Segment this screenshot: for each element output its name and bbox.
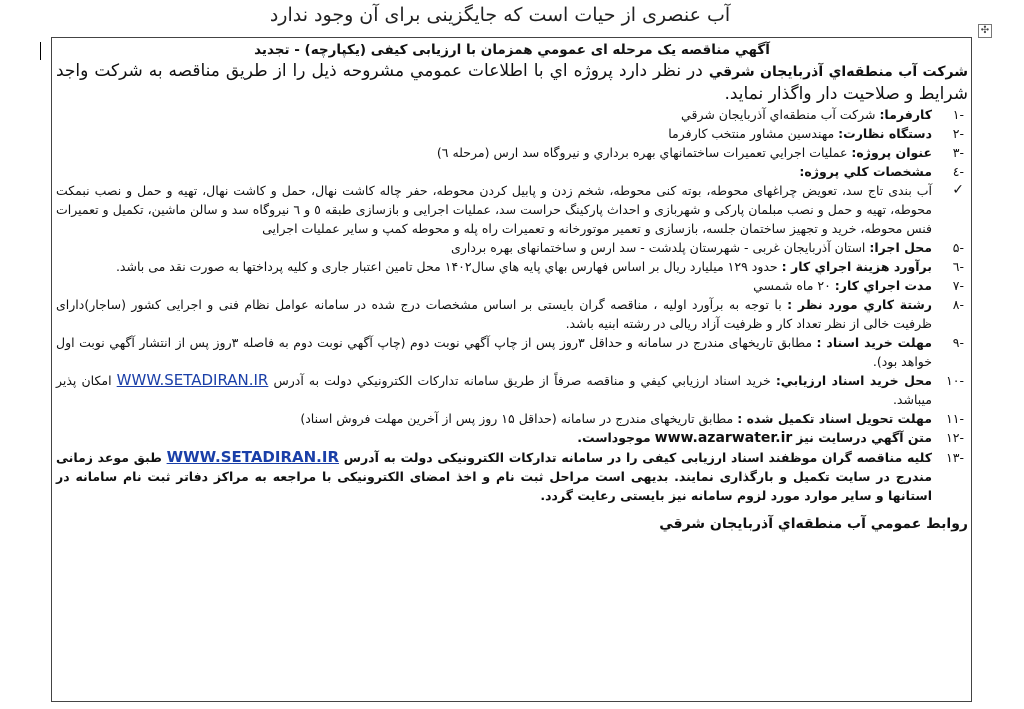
notice-intro bbox=[56, 60, 968, 105]
item-label: برآورد هزينة اجراي کار : bbox=[781, 259, 932, 274]
list-item bbox=[56, 124, 968, 143]
notice-content bbox=[56, 40, 968, 534]
notice-title: آگهي مناقصه يک مرحله ای عمومي همزمان با ارزيابی کيفی (يکپارچه) - تجديد bbox=[254, 42, 770, 58]
list-item bbox=[56, 295, 968, 333]
item-label: مهلت تحويل اسناد تکميل شده : bbox=[737, 411, 932, 426]
item-text: استان آذربايجان غربی - شهرستان پلدشت - سد ارس و ساختمانهای بهره برداری bbox=[451, 240, 866, 255]
item-label: مدت اجراي کار: bbox=[834, 278, 932, 293]
list-item bbox=[56, 409, 968, 428]
list-item bbox=[56, 428, 968, 448]
item-label: محل اجرا: bbox=[869, 240, 932, 255]
item-label: دستگاه نظارت: bbox=[838, 126, 932, 141]
item-number: -۷ bbox=[952, 278, 964, 293]
scope-item bbox=[56, 181, 968, 238]
item-label: مشخصات کلي پروژه: bbox=[799, 164, 932, 179]
list-item bbox=[56, 333, 968, 371]
item-number: -۱ bbox=[952, 107, 964, 122]
setad-link-2[interactable]: WWW.SETADIRAN.IR bbox=[166, 448, 340, 466]
item-number: -۱۰ bbox=[946, 373, 964, 388]
item-number: -۱۱ bbox=[946, 411, 964, 426]
text-cursor bbox=[40, 42, 41, 60]
item-text: کليه مناقصه گران موظفند اسناد ارزيابی کيفی را در سامانه تدارکات الکترونيکی دولت به آدرس bbox=[343, 450, 933, 465]
item-text: شرکت آب منطقه‌اي آذربايجان شرقي bbox=[681, 107, 876, 122]
item-label: محل خريد اسناد ارزيابي: bbox=[775, 373, 933, 388]
list-item bbox=[56, 276, 968, 295]
item-text: ۲۰ ماه شمسي bbox=[753, 278, 831, 293]
header-slogan: آب عنصری از حیات است که جایگزینی برای آن وجود ندارد bbox=[269, 4, 731, 26]
item-label: کارفرما: bbox=[879, 107, 932, 122]
item-label: عنوان پروژه: bbox=[851, 145, 932, 160]
item-label: متن آگهي درسايت نيز bbox=[796, 430, 932, 445]
item-number: -٤ bbox=[952, 164, 964, 179]
scope-text: آب بندی تاج سد، تعويض چراغهای محوطه، بوته کنی محوطه، شخم زدن و پابيل کردن محوطه، حفر چاله کاشت نهال، حمل و کاشت نهال، تهيه و حمل و نصب نبمکت محوطه، تهيه و حمل و نصب مبلمان پارکی و شهربازی و احداث پارکينگ حراست سد، عمليات اجرايی و بازسازی طبقه ٥ و ٦ نيروگاه سد و سالن ماشين، تکميل و تعميرات فنس محوطه، خريد و تجهيز ساختمان جلسه، بازسازی و تعمير موتورخانه و تعميرات راه پله و محوطه کمپ و ساير عمليات اجرايی bbox=[56, 183, 932, 236]
list-item bbox=[56, 371, 968, 409]
list-item bbox=[56, 105, 968, 124]
item-number: -۹ bbox=[952, 335, 964, 350]
setad-link[interactable]: WWW.SETADIRAN.IR bbox=[116, 371, 269, 389]
item-number: -۳ bbox=[952, 145, 964, 160]
list-item bbox=[56, 143, 968, 162]
item13-rest: طبق موعد زمانی مندرج در سايت تکميل و بارگذاری نمايند. بديهی است مراحل ثبت نام و اخذ امضای الکترونيکی با مراجعه به مراکز دفاتر ثبت نام سامانه در استانها و ساير موارد مورد لزوم سامانه نيز بايستی رعايت گردد. bbox=[56, 450, 932, 503]
intro-text: در نظر دارد پروژه اي با اطلاعات عمومي مشروحه ذيل را از طريق مناقصه به شرکت واجد شرايط و صلاحيت دار واگذار نمايد. bbox=[56, 61, 968, 104]
item-number: -۲ bbox=[952, 126, 964, 141]
item-number: -۸ bbox=[952, 297, 964, 312]
setad-suffix: امکان پذير ميباشد. bbox=[56, 373, 932, 407]
checkmark-icon: ✓ bbox=[952, 182, 964, 198]
footer-signature: روابط عمومي آب منطقه‌اي آذربايجان شرقي bbox=[659, 516, 968, 532]
item-text: حدود ۱۲۹ ميليارد ريال بر اساس فهارس بهاي پايه هاي سال۱۴۰۲ محل تامين اعتبار جاری و کليه پرداختها به صورت نقد می باشد. bbox=[115, 259, 778, 274]
item-label: رشتة کاري مورد نظر : bbox=[787, 297, 932, 312]
list-item bbox=[56, 257, 968, 276]
item-label: مهلت خريد اسناد : bbox=[816, 335, 932, 350]
list-item bbox=[56, 448, 968, 505]
item-text: خريد اسناد ارزيابي کيفي و مناقصه صرفاً از طريق سامانه تدارکات الکترونيکي دولت به آدرس bbox=[273, 373, 771, 388]
intro-company: شرکت آب منطقه‌اي آذربايجان شرقي bbox=[708, 64, 968, 80]
table-move-handle-icon[interactable]: ✣ bbox=[978, 24, 992, 38]
item-text: با توجه به برآورد اوليه ، مناقصه گران بايستی بر اساس مشخصات درج شده در سامانه عوامل نظام فنی و اجرايی کشور (ساجار)دارای ظرفيت خالی از نظر تعداد کار و ظرفيت آزاد ريالی در رشته ابنيه باشد. bbox=[56, 297, 932, 331]
item-text: موجوداست. bbox=[577, 430, 651, 445]
item-text: مطابق تاريخهای مندرج در سامانه (حداقل ۱۵ روز پس از آخرين مهلت فروش اسناد) bbox=[300, 411, 734, 426]
item-number: -۵ bbox=[952, 240, 964, 255]
item-text: مهندسين مشاور منتخب کارفرما bbox=[668, 126, 835, 141]
item-number: -۱۳ bbox=[946, 450, 964, 465]
item-number: -٦ bbox=[952, 259, 964, 274]
item-text: مطابق تاريخهای مندرج در سامانه و حداقل ۳روز پس از چاپ آگهي نوبت دوم (چاپ آگهي نوبت دوم به فاصله ۳روز پس از انتشار آگهي نوبت اول خواهد بود). bbox=[56, 335, 932, 369]
item-number: -۱۲ bbox=[946, 430, 964, 445]
list-item bbox=[56, 238, 968, 257]
website-link[interactable]: www.azarwater.ir bbox=[654, 430, 793, 446]
list-item bbox=[56, 162, 968, 181]
item-text: عمليات اجرايي تعميرات ساختمانهاي بهره برداري و نيروگاه سد ارس (مرحله ٦) bbox=[436, 145, 848, 160]
